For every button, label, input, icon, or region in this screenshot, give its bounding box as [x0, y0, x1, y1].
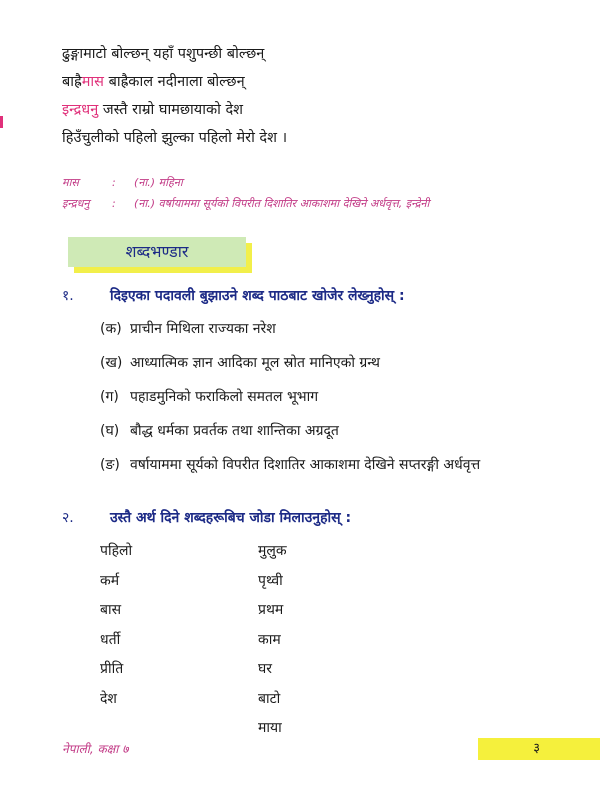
page-number: ३: [533, 741, 540, 756]
highlighted-word: मास: [81, 74, 104, 90]
match-word: धर्ती: [100, 631, 121, 648]
glossary-meaning: (ना.) वर्षायाममा सूर्यको विपरीत दिशातिर आकाशमा देखिने अर्धवृत्त, इन्द्रेनी: [134, 197, 430, 210]
list-item: [100, 316, 540, 350]
match-column-right: [258, 540, 287, 747]
poem-line-2: [62, 68, 287, 96]
item-text: प्राचीन मिथिला राज्यका नरेश: [130, 321, 276, 337]
exercise-number: १.: [62, 288, 74, 304]
match-word: प्रथम: [258, 602, 284, 618]
glossary-term: इन्द्रधनु: [62, 197, 90, 210]
match-word: कर्म: [100, 572, 120, 589]
match-word: काम: [258, 631, 281, 648]
poem-text: बाह्रैकाल नदीनाला बोल्छन्: [103, 74, 245, 90]
section-heading: [68, 237, 252, 273]
item-label: (ङ): [100, 457, 120, 473]
list-item: [100, 418, 540, 452]
footer-book-title: नेपाली, कक्षा ७: [62, 742, 129, 756]
item-text: आध्यात्मिक ज्ञान आदिका मूल स्रोत मानिएको ग्रन्थ: [130, 355, 380, 371]
list-item: [100, 350, 540, 384]
match-word: प्रीति: [100, 661, 124, 677]
poem-line-1: ढुङ्गामाटो बोल्छन् यहाँ पशुपन्छी बोल्छन्: [62, 46, 265, 62]
match-column-left: [100, 540, 132, 717]
item-text: बौद्ध धर्मका प्रवर्तक तथा शान्तिका अग्रदूत: [130, 423, 339, 439]
item-label: (ग): [100, 389, 119, 405]
exercise-instruction: उस्तै अर्थ दिने शब्दहरूबिच जोडा मिलाउनुहोस् :: [110, 510, 352, 526]
item-label: (ख): [100, 355, 123, 371]
exercise-1-items: [100, 316, 540, 486]
margin-mark: [0, 116, 3, 128]
match-word: बास: [100, 602, 122, 618]
item-text: वर्षायाममा सूर्यको विपरीत दिशातिर आकाशमा देखिने सप्तरङ्गी अर्धवृत्त: [130, 457, 481, 473]
poem-line-3: [62, 96, 287, 124]
poem: [62, 40, 287, 152]
list-item: [100, 452, 540, 486]
item-label: (क): [100, 321, 122, 337]
list-item: [100, 384, 540, 418]
poem-text: जस्तै राम्रो घामछायाको देश: [98, 102, 244, 118]
glossary-term: मास: [62, 176, 79, 189]
heading-title: शब्दभण्डार: [68, 237, 246, 267]
match-word: बाटो: [258, 690, 281, 707]
glossary-meaning: (ना.) महिना: [134, 176, 183, 189]
match-word: देश: [100, 690, 117, 707]
glossary: [62, 172, 429, 214]
exercise-2-title: [62, 508, 351, 527]
poem-text: बाह्रै: [62, 74, 82, 90]
glossary-entry: [62, 172, 429, 193]
glossary-colon: :: [112, 176, 116, 189]
poem-line-4: हिउँचुलीको पहिलो झुल्का पहिलो मेरो देश ।: [62, 130, 288, 146]
highlighted-word: इन्द्रधनु: [62, 102, 99, 118]
glossary-colon: :: [112, 197, 116, 210]
match-word: पहिलो: [100, 543, 133, 559]
match-word: घर: [258, 661, 272, 677]
match-word: मुलुक: [258, 543, 287, 559]
footer-bar: [478, 738, 600, 760]
exercise-number: २.: [62, 510, 74, 526]
item-label: (घ): [100, 423, 120, 439]
match-word: पृथ्वी: [258, 572, 283, 589]
match-word: माया: [258, 720, 282, 736]
exercise-1-title: [62, 286, 405, 305]
item-text: पहाडमुनिको फराकिलो समतल भूभाग: [130, 389, 319, 405]
exercise-instruction: दिइएका पदावली बुझाउने शब्द पाठबाट खोजेर लेख्नुहोस् :: [110, 288, 405, 304]
glossary-entry: [62, 193, 429, 214]
